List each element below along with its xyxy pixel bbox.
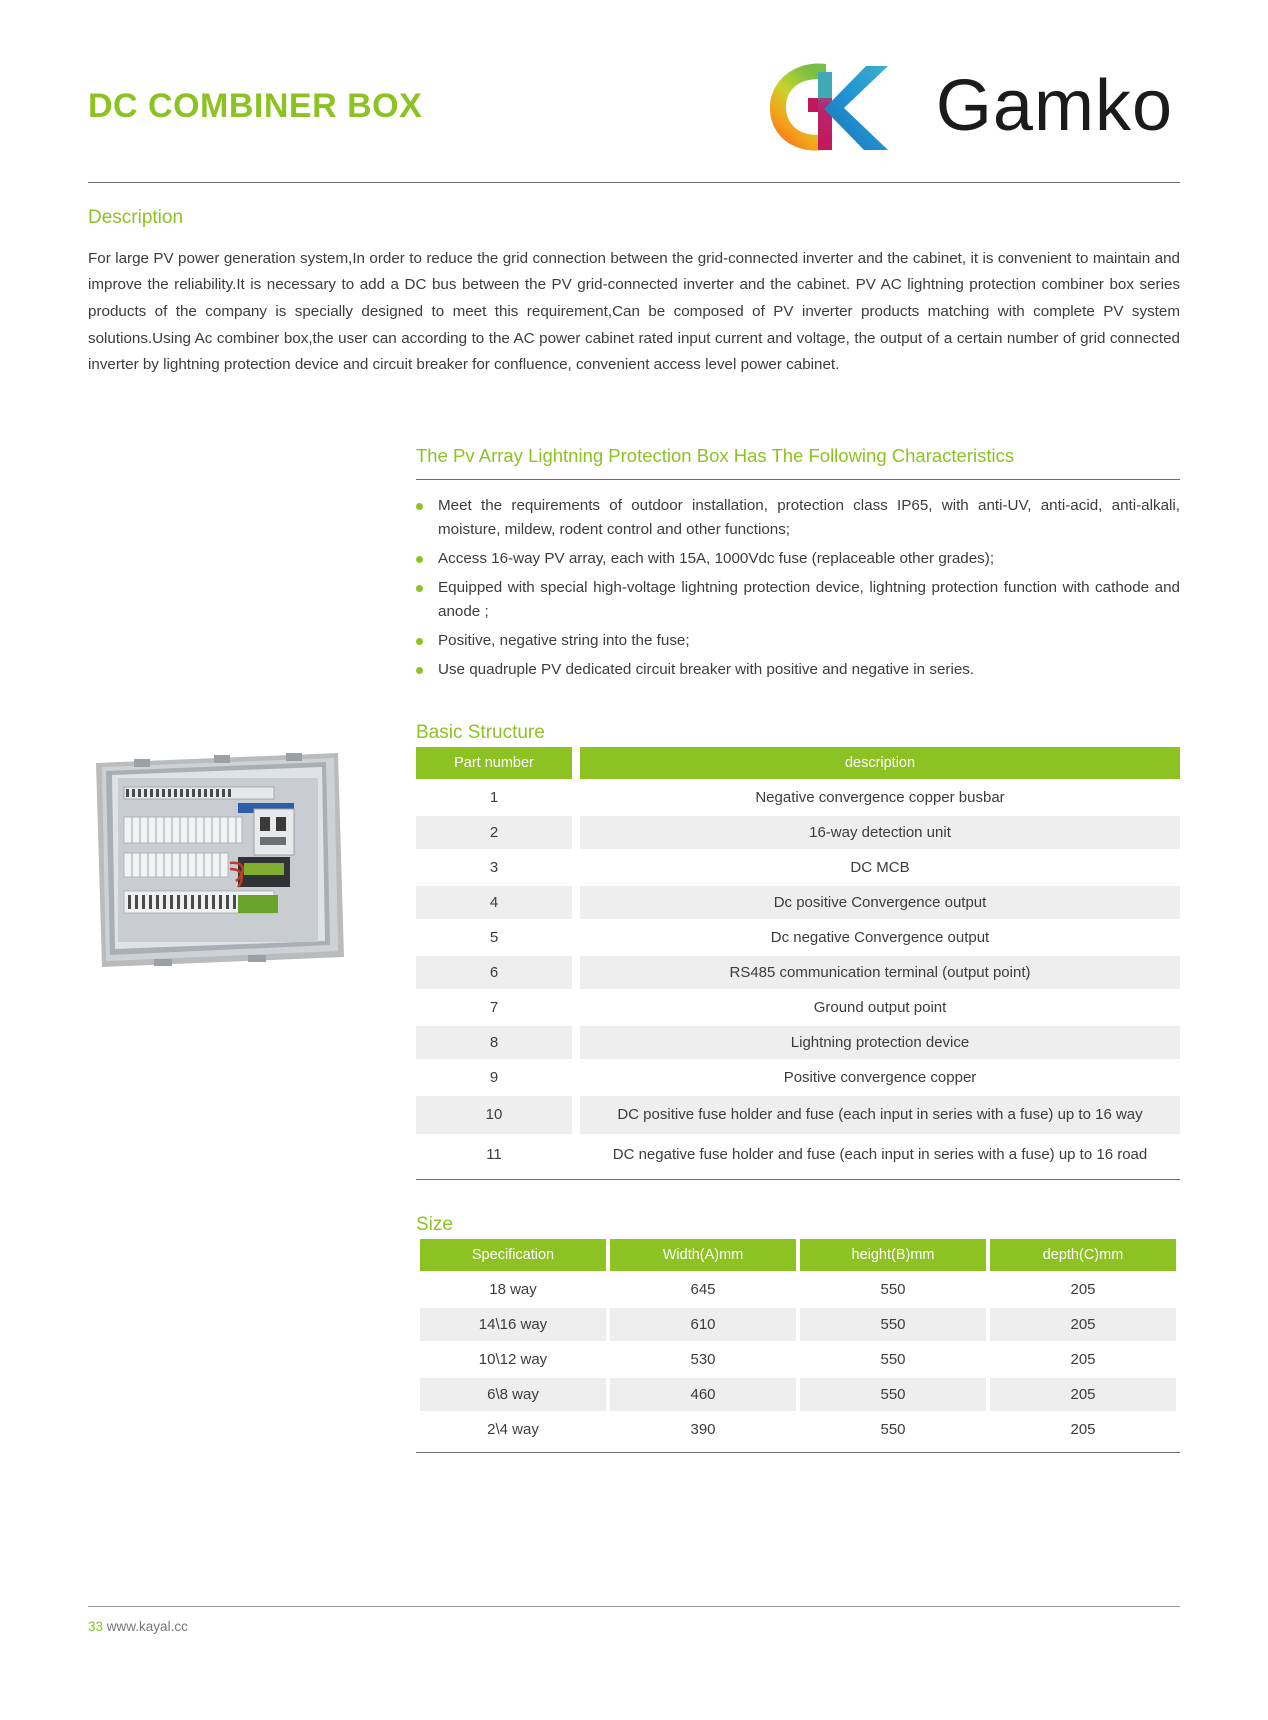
cell-description: DC MCB — [580, 851, 1180, 884]
page-footer — [88, 1606, 1180, 1634]
size-table-divider — [416, 1452, 1180, 1453]
table-row — [416, 781, 1180, 814]
table-row — [416, 886, 1180, 919]
characteristics-section — [416, 445, 1180, 682]
brand-name: Gamko — [935, 66, 1173, 146]
cell-description: Dc negative Convergence output — [580, 921, 1180, 954]
list-item-text: Positive, negative string into the fuse; — [438, 631, 690, 649]
cell-part-number: 3 — [416, 851, 580, 884]
table-header-row — [420, 1239, 1176, 1271]
footer-divider — [88, 1606, 1180, 1607]
cell-height: 550 — [800, 1413, 986, 1446]
cell-depth: 205 — [990, 1308, 1176, 1341]
column-header-height: height(B)mm — [800, 1239, 986, 1271]
cell-height: 550 — [800, 1378, 986, 1411]
table-row — [420, 1343, 1176, 1376]
cell-description: Positive convergence copper — [580, 1061, 1180, 1094]
product-photo — [88, 745, 350, 977]
cell-height: 550 — [800, 1273, 986, 1306]
gk-monogram-icon — [762, 54, 922, 158]
cell-depth: 205 — [990, 1378, 1176, 1411]
cell-depth: 205 — [990, 1413, 1176, 1446]
list-item — [416, 547, 1180, 572]
cell-part-number: 5 — [416, 921, 580, 954]
cell-height: 550 — [800, 1308, 986, 1341]
table-row — [416, 921, 1180, 954]
column-header-specification: Specification — [420, 1239, 606, 1271]
page-title: DC COMBINER BOX — [88, 87, 423, 125]
cell-specification: 18 way — [420, 1273, 606, 1306]
column-header-depth: depth(C)mm — [990, 1239, 1176, 1271]
page-number: 33 — [88, 1619, 104, 1634]
table-row — [416, 1096, 1180, 1134]
table-row — [416, 1026, 1180, 1059]
description-heading: Description — [88, 207, 184, 228]
cell-width: 645 — [610, 1273, 796, 1306]
cell-width: 610 — [610, 1308, 796, 1341]
bullet-icon — [416, 667, 423, 674]
size-section — [416, 1214, 1180, 1453]
list-item-text: Access 16-way PV array, each with 15A, 1000Vdc fuse (replaceable other grades); — [438, 550, 995, 568]
size-table — [416, 1237, 1180, 1448]
list-item — [416, 576, 1180, 625]
bullet-icon — [416, 556, 423, 563]
header-divider — [88, 182, 1180, 183]
bullet-icon — [416, 585, 423, 592]
cell-specification: 10\12 way — [420, 1343, 606, 1376]
bullet-icon — [416, 503, 423, 510]
cell-description: Negative convergence copper busbar — [580, 781, 1180, 814]
cell-part-number: 1 — [416, 781, 580, 814]
cell-description: Dc positive Convergence output — [580, 886, 1180, 919]
cell-specification: 6\8 way — [420, 1378, 606, 1411]
cell-height: 550 — [800, 1343, 986, 1376]
cell-description: Lightning protection device — [580, 1026, 1180, 1059]
list-item-text: Use quadruple PV dedicated circuit breaker with positive and negative in series. — [438, 660, 975, 678]
cell-specification: 14\16 way — [420, 1308, 606, 1341]
cell-description: Ground output point — [580, 991, 1180, 1024]
cell-depth: 205 — [990, 1273, 1176, 1306]
cell-width: 390 — [610, 1413, 796, 1446]
table-row — [420, 1273, 1176, 1306]
cell-description: RS485 communication terminal (output point) — [580, 956, 1180, 989]
cell-part-number: 6 — [416, 956, 580, 989]
table-row — [416, 1136, 1180, 1174]
cell-part-number: 4 — [416, 886, 580, 919]
basic-structure-table-divider — [416, 1179, 1180, 1180]
list-item-text: Meet the requirements of outdoor installation, protection class IP65, with anti-UV, anti-acid, anti-alkali, moisture, mildew, rodent control and other functions; — [438, 496, 1180, 539]
table-row — [420, 1413, 1176, 1446]
cell-part-number: 2 — [416, 816, 580, 849]
cell-specification: 2\4 way — [420, 1413, 606, 1446]
bullet-icon — [416, 638, 423, 645]
cell-description: DC negative fuse holder and fuse (each input in series with a fuse) up to 16 road — [580, 1136, 1180, 1174]
cell-part-number: 7 — [416, 991, 580, 1024]
table-row — [416, 1061, 1180, 1094]
table-row — [416, 956, 1180, 989]
characteristics-heading: The Pv Array Lightning Protection Box Has The Following Characteristics — [416, 444, 1015, 466]
table-row — [420, 1308, 1176, 1341]
column-header-part-number: Part number — [416, 747, 580, 779]
cell-description: DC positive fuse holder and fuse (each input in series with a fuse) up to 16 way — [580, 1096, 1180, 1134]
lower-content — [88, 445, 1180, 1453]
footer-text — [88, 1619, 1180, 1634]
brand-logo — [762, 54, 1173, 158]
basic-structure-table — [416, 745, 1180, 1176]
characteristics-divider — [416, 479, 1180, 480]
basic-structure-heading: Basic Structure — [416, 722, 545, 744]
list-item — [416, 494, 1180, 543]
description-body: For large PV power generation system,In order to reduce the grid connection between the grid-connected inverter and the cabinet, it is convenient to maintain and improve the reliability.It is necessary to add a DC bus between the PV grid-connected inverter and the cabinet. PV AC lightning protection combiner box series products of the company is specially designed to meet this requirement,Can be composed of PV inverter products matching with complete PV system solutions.Using Ac combiner box,the user can according to the AC power cabinet rated input current and voltage, the output of a certain number of grid connected inverter by lightning protection device and circuit breaker for confluence, convenient access level power cabinet. — [88, 249, 1180, 374]
cell-width: 460 — [610, 1378, 796, 1411]
column-header-description: description — [580, 747, 1180, 779]
basic-structure-section — [416, 722, 1180, 1180]
list-item-text: Equipped with special high-voltage lightning protection device, lightning protection function with cathode and anode ; — [438, 578, 1180, 621]
list-item — [416, 658, 1180, 683]
cell-part-number: 10 — [416, 1096, 580, 1134]
table-row — [416, 991, 1180, 1024]
list-item — [416, 629, 1180, 654]
table-row — [420, 1378, 1176, 1411]
footer-website: www.kayal.cc — [106, 1619, 188, 1634]
table-row — [416, 816, 1180, 849]
cell-depth: 205 — [990, 1343, 1176, 1376]
combiner-box-image — [88, 745, 350, 977]
description-section — [88, 207, 1180, 379]
cell-part-number: 11 — [416, 1136, 580, 1174]
table-row — [416, 851, 1180, 884]
page-header — [0, 0, 1268, 160]
cell-width: 530 — [610, 1343, 796, 1376]
cell-description: 16-way detection unit — [580, 816, 1180, 849]
cell-part-number: 8 — [416, 1026, 580, 1059]
table-header-row — [416, 747, 1180, 779]
size-heading: Size — [416, 1214, 453, 1236]
column-header-width: Width(A)mm — [610, 1239, 796, 1271]
characteristics-list — [416, 494, 1180, 682]
cell-part-number: 9 — [416, 1061, 580, 1094]
